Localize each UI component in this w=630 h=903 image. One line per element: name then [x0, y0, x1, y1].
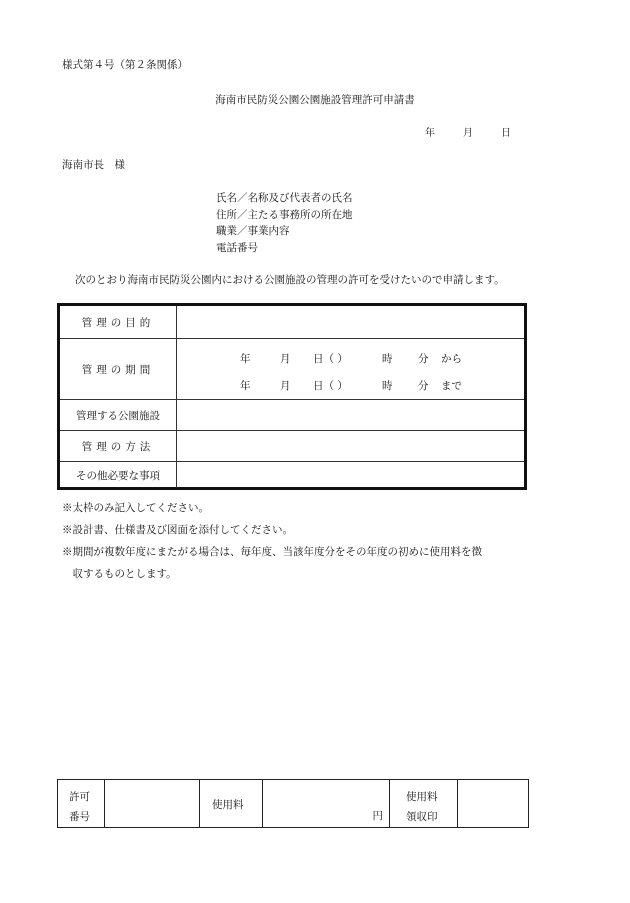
applicant-phone-label: 電話番号 [216, 241, 258, 254]
addressee: 海南市長 様 [62, 159, 125, 171]
application-date [425, 124, 511, 139]
permit-label-1: 許可 [69, 791, 90, 803]
applicant-occupation-label: 職業／事業内容 [216, 225, 290, 237]
receipt-stamp-field[interactable] [457, 780, 528, 827]
period-row [60, 338, 524, 400]
period-label: 管理の期間 [60, 339, 177, 400]
fee-table [57, 779, 529, 828]
period-from-month: 月 [280, 353, 291, 365]
fee-label-cell [199, 780, 262, 827]
permit-label-2: 番号 [69, 811, 90, 823]
period-to-minute: 分 [418, 380, 429, 392]
purpose-row [60, 306, 524, 338]
fee-amount-field[interactable] [262, 780, 389, 827]
method-label: 管理の方法 [60, 431, 177, 462]
period-to-year: 年 [240, 380, 251, 392]
receipt-label-2: 領収印 [406, 811, 438, 823]
date-day: 日 [501, 128, 511, 139]
applicant-address-label: 住所／主たる事務所の所在地 [216, 208, 353, 221]
applicant-name-label: 氏名／名称及び代表者の氏名 [216, 192, 353, 204]
applicant-fields [216, 190, 353, 256]
facility-row [60, 399, 524, 431]
note-1: ※太枠のみ記入してください。 [62, 502, 209, 514]
note-3: ※期間が複数年度にまたがる場合は、毎年度、当該年度分をその年度の初めに使用料を徴 [62, 546, 482, 558]
yen-unit: 円 [372, 810, 383, 822]
method-field[interactable] [177, 431, 524, 462]
other-field[interactable] [177, 462, 524, 488]
other-label: その他必要な事項 [60, 462, 177, 488]
application-table [57, 303, 527, 490]
fee-label: 使用料 [212, 799, 244, 811]
note-2: ※設計書、仕様書及び図面を添付してください。 [62, 524, 293, 536]
permit-number-field[interactable] [104, 780, 199, 827]
note-4: 収するものとします。 [62, 568, 177, 580]
period-from-year: 年 [240, 353, 251, 365]
permit-label-cell [58, 780, 104, 827]
period-from-day: 日（ ） [313, 353, 348, 365]
period-from-minute: 分 [418, 353, 429, 365]
date-year: 年 [425, 128, 435, 139]
page-title: 海南市民防災公園公園施設管理許可申請書 [215, 94, 415, 106]
other-row [60, 461, 524, 488]
purpose-label: 管理の目的 [60, 306, 177, 338]
receipt-label-cell [389, 780, 457, 827]
period-to-suffix: まで [441, 380, 462, 392]
method-row [60, 430, 524, 462]
period-to-hour: 時 [382, 380, 393, 392]
date-month: 月 [463, 128, 473, 139]
receipt-label-1: 使用料 [406, 791, 438, 803]
notes [62, 497, 482, 585]
period-to-day: 日（ ） [313, 380, 348, 392]
facility-label: 管理する公園施設 [60, 400, 177, 431]
form-number: 様式第４号（第２条関係） [62, 59, 188, 71]
facility-field[interactable] [177, 400, 524, 431]
intro-text: 次のとおり海南市民防災公園内における公園施設の管理の許可を受けたいので申請します。 [75, 274, 505, 286]
period-from-hour: 時 [382, 353, 393, 365]
period-from-suffix: から [441, 353, 462, 365]
period-to-month: 月 [280, 380, 291, 392]
purpose-field[interactable] [177, 306, 524, 338]
